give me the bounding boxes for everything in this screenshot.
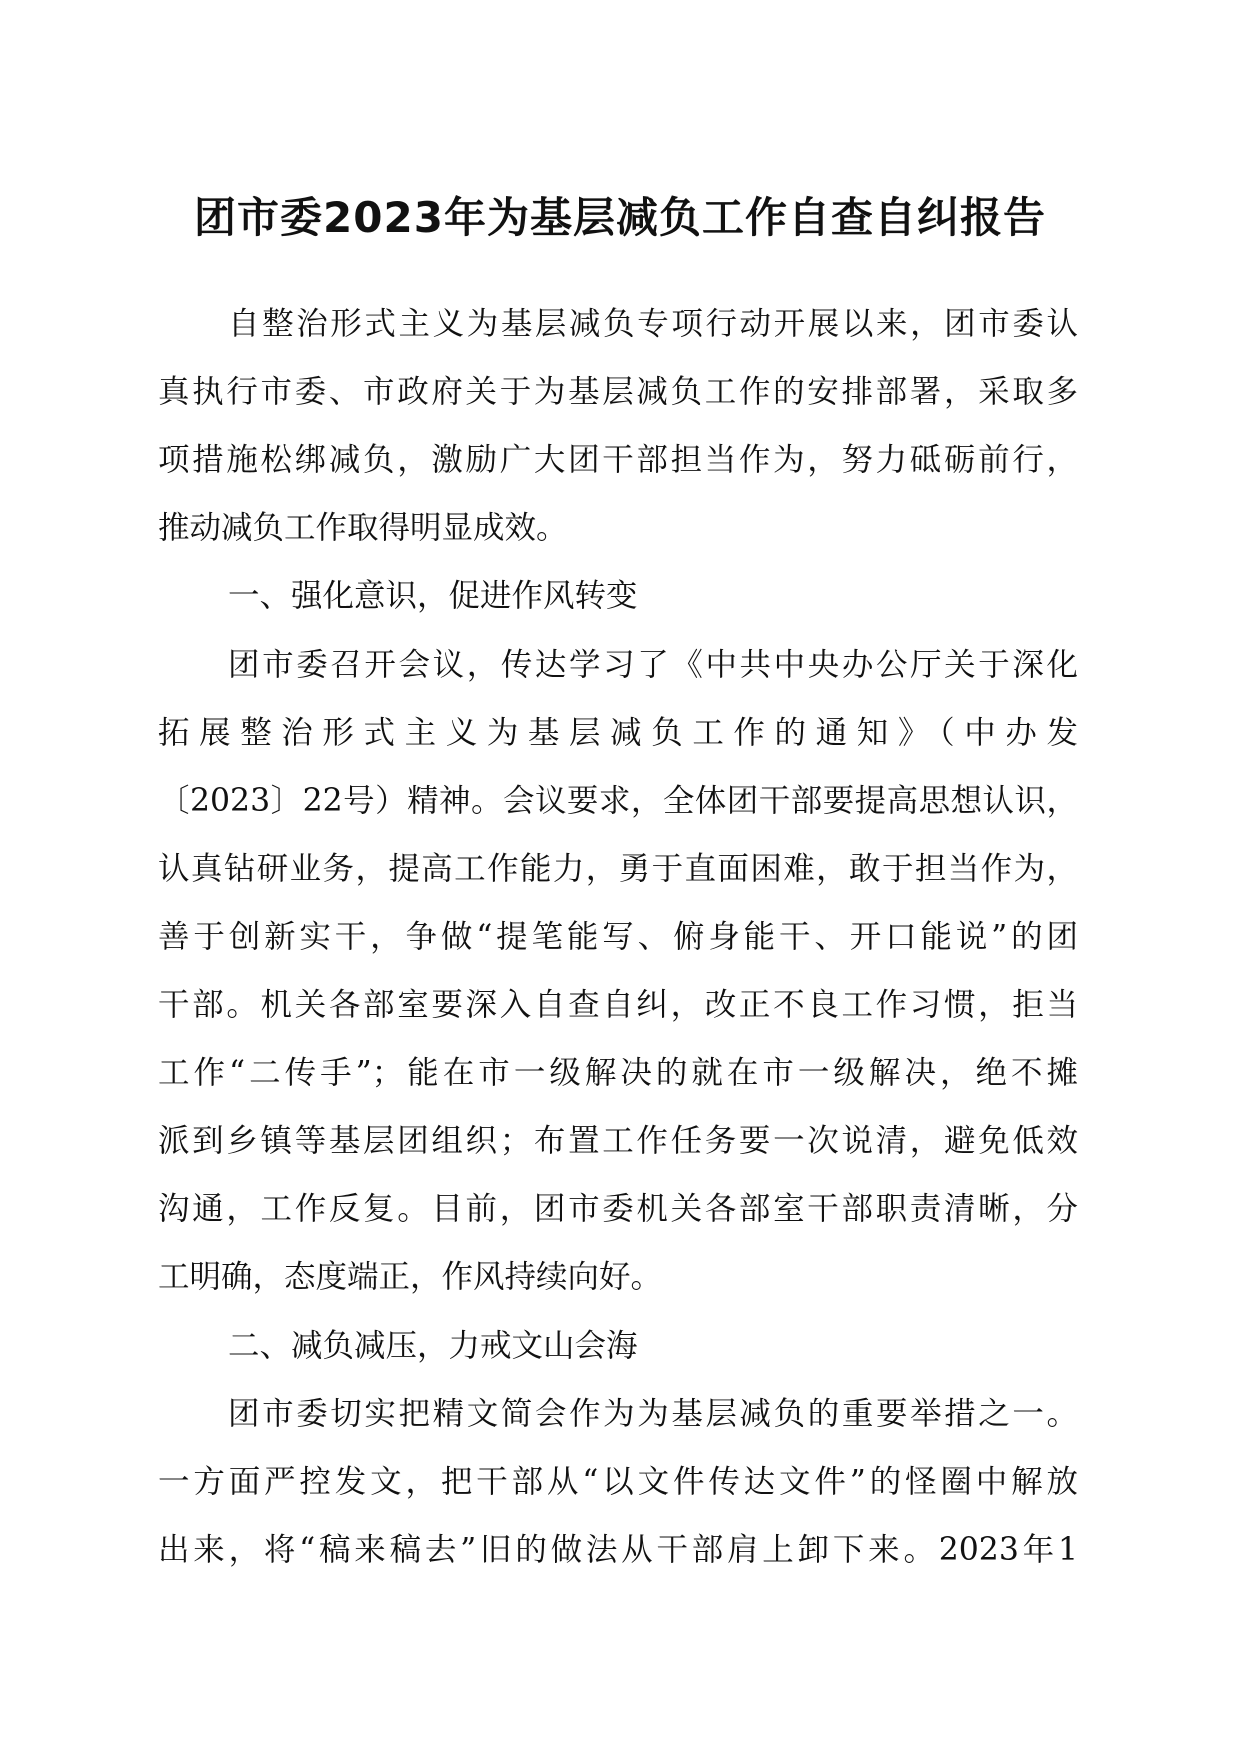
body-text-line: 善于创新实干，争做“提笔能写、俯身能干、开口能说”的团 <box>158 918 1078 955</box>
body-text-line: 团市委切实把精文简会作为为基层减负的重要举措之一。 <box>228 1395 1078 1432</box>
body-text-line: 沟通，工作反复。目前，团市委机关各部室干部职责清晰，分 <box>158 1191 1078 1228</box>
body-text-line: 认真钻研业务，提高工作能力，勇于直面困难，敢于担当作为， <box>158 850 1078 887</box>
body-text-line: 派到乡镇等基层团组织；布置工作任务要一次说清，避免低效 <box>158 1123 1078 1160</box>
body-text-line: 工作“二传手”；能在市一级解决的就在市一级解决，绝不摊 <box>158 1055 1078 1092</box>
document-title: 团市委2023年为基层减负工作自查自纠报告 <box>194 193 1046 242</box>
body-text-line: 二、减负减压，力戒文山会海 <box>228 1327 638 1364</box>
body-text-line: 团市委召开会议，传达学习了《中共中央办公厅关于深化 <box>228 646 1078 683</box>
body-text-line: 拓展整治形式主义为基层减负工作的通知》（中办发 <box>158 714 1078 751</box>
body-text-line: 项措施松绑减负，激励广大团干部担当作为，努力砥砺前行， <box>158 442 1078 479</box>
body-text-line: 一、强化意识，促进作风转变 <box>228 578 638 615</box>
body-text-line: 干部。机关各部室要深入自查自纠，改正不良工作习惯，拒当 <box>158 987 1078 1023</box>
body-text-line: 真执行市委、市政府关于为基层减负工作的安排部署，采取多 <box>158 374 1078 411</box>
body-text-line: 出来，将“稿来稿去”旧的做法从干部肩上卸下来。2023年1 <box>158 1531 1078 1568</box>
body-text-line: 〔2023〕22号）精神。会议要求，全体团干部要提高思想认识， <box>158 782 1078 819</box>
body-text-line: 一方面严控发文，把干部从“以文件传达文件”的怪圈中解放 <box>158 1463 1078 1500</box>
body-text-line: 自整治形式主义为基层减负专项行动开展以来，团市委认 <box>228 306 1078 342</box>
body-text-line: 推动减负工作取得明显成效。 <box>158 510 568 547</box>
body-text-line: 工明确，态度端正，作风持续向好。 <box>158 1259 663 1296</box>
